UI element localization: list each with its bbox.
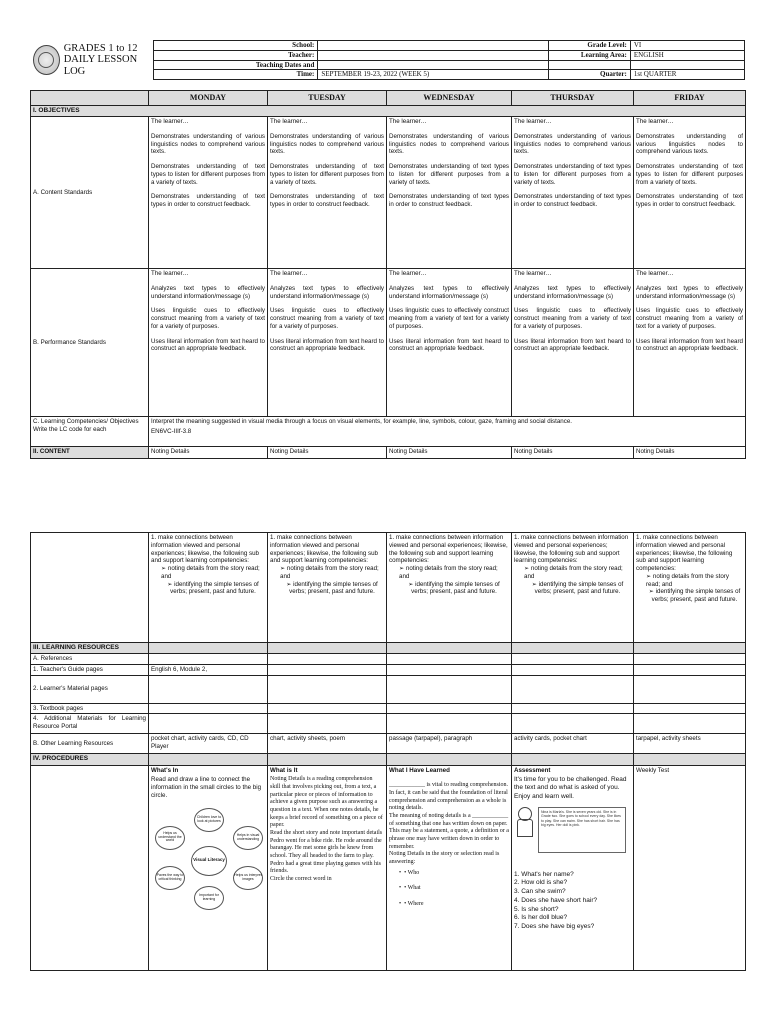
dates-value: SEPTEMBER 19-23, 2022 (WEEK 5) bbox=[318, 70, 548, 80]
other-resource-cell: pocket chart, activity cards, CD, CD Player bbox=[149, 734, 268, 754]
row-label-competencies: C. Learning Competencies/ Objectives Write the LC code for each bbox=[31, 417, 149, 447]
row-label-tg: 1. Teacher's Guide pages bbox=[31, 664, 149, 675]
row-label-lm: 2. Learner's Material pages bbox=[31, 675, 149, 703]
diagram-node: Children love to look at pictures bbox=[194, 808, 224, 832]
other-resource-cell: activity cards, pocket chart bbox=[512, 734, 634, 754]
grade-label: Grade Level: bbox=[548, 41, 630, 51]
day-friday: FRIDAY bbox=[634, 91, 746, 106]
objective-cell: 1. make connections between information viewed and personal experiences; likewise, the following sub and support learning competencies: ➢ noting details from the story read; and ➢ identifying the simple tenses of verbs; present, past and future. bbox=[387, 533, 512, 643]
cs-cell: The learner… Demonstrates understanding of various linguistics nodes to comprehend various texts. Demonstrates understanding of text types to listen for different purposes from a variety of texts. Demonstrates understanding of text types in order to construct feedback. bbox=[149, 117, 268, 269]
content-cell: Noting Details bbox=[634, 447, 746, 459]
logo-block bbox=[30, 41, 153, 80]
quarter-label: Quarter: bbox=[548, 70, 630, 80]
diagram-node: Helps in visual understanding bbox=[233, 826, 263, 850]
row-label-additional: 4. Additional Materials for Learning Resource Portal bbox=[31, 714, 149, 734]
section-procedures: IV. PROCEDURES bbox=[31, 754, 149, 765]
competency-text: Interpret the meaning suggested in visual media through a focus on visual elements, for example, line, symbols, colour, gaze, framing and social distance. bbox=[151, 418, 572, 426]
procedure-tuesday: What is It Noting Details is a reading comprehension skill that involves picking out, from a text, a particular piece or pieces of information to achieve a given purpose such as answering a question in a text. When one notes details, he keeps a brief record of something on a piece of paper. Read the short story and note important details Pedro went for a bike ride. He rode around the barangay. He met some girls he knew from school. They all headed to the farm to play. Pedro had a great time playing games with his friends. Circle the correct word in bbox=[268, 765, 387, 970]
question-item: 3. Can she swim? bbox=[514, 888, 566, 896]
question-item: 2. How old is she? bbox=[514, 879, 568, 887]
row-label-other: B. Other Learning Resources bbox=[31, 734, 149, 754]
other-resource-cell: tarpapel, activity sheets bbox=[634, 734, 746, 754]
objectives-table bbox=[30, 90, 746, 459]
objective-cell: 1. make connections between information viewed and personal experiences; likewise, the following sub and support learning competencies: ➢ noting details from the story read; and ➢ identifying the simple tenses of verbs; present, past and future. bbox=[634, 533, 746, 643]
bullet-item: • • What bbox=[399, 885, 421, 892]
row-label-references: A. References bbox=[31, 654, 149, 665]
objective-cell: 1. make connections between information viewed and personal experiences; likewise, the following sub and support learning competencies: ➢ noting details from the story read; and ➢ identifying the simple tenses of verbs; present, past and future. bbox=[268, 533, 387, 643]
girl-illustration bbox=[514, 807, 534, 841]
area-label: Learning Area: bbox=[548, 50, 630, 60]
content-cell: Noting Details bbox=[387, 447, 512, 459]
ps-cell: The learner… Analyzes text types to effectively understand information/message (s) Uses linguistic cues to effectively construct meaning from a variety of text for a variety of purposes. Uses literal information from text heard to construct an appropriate feedback. bbox=[268, 269, 387, 417]
day-tuesday: TUESDAY bbox=[268, 91, 387, 106]
cs-cell: The learner… Demonstrates understanding of various linguistics nodes to comprehend various texts. Demonstrates understanding of text types to listen for different purposes from a variety of texts. Demonstrates understanding of text types in order to construct feedback. bbox=[387, 117, 512, 269]
ps-cell: The learner… Analyzes text types to effectively understand information/message (s) Uses linguistic cues to effectively construct meaning from a variety of text for a variety of purposes. Uses literal information from text heard to construct an appropriate feedback. bbox=[149, 269, 268, 417]
diagram-node: Important for learning bbox=[194, 886, 224, 910]
assessment-text-box: Nina is Marla's. She is seven years old. She is in Grade two. She goes to school every day. She likes to play. She can swim. She has short hair. She has big eyes. Her doll is pink. bbox=[538, 807, 626, 853]
grade-value: VI bbox=[630, 41, 744, 51]
tg-monday: English 6, Module 2, bbox=[149, 664, 268, 675]
question-item: 1. What's her name? bbox=[514, 870, 574, 878]
cs-cell: The learner… Demonstrates understanding of various linguistics nodes to comprehend various texts. Demonstrates understanding of text types to listen for different purposes from a variety of texts. Demonstrates understanding of text types in order to construct feedback. bbox=[512, 117, 634, 269]
school-label: School: bbox=[153, 41, 317, 51]
header-table bbox=[30, 40, 745, 80]
section-objectives: I. OBJECTIVES bbox=[31, 106, 746, 117]
section-resources: III. LEARNING RESOURCES bbox=[31, 643, 149, 654]
bullet-item: • • Who bbox=[399, 869, 420, 876]
logo-title: GRADES 1 to 12 bbox=[63, 42, 138, 54]
content-cell: Noting Details bbox=[149, 447, 268, 459]
deped-seal-logo bbox=[33, 45, 60, 75]
diagram-node: Helps us understand the world bbox=[155, 826, 185, 850]
procedure-monday: What's In Read and draw a line to connect the information in the small circles to the big circle. Visual Literacy Children love to look at pictures Helps in visual understanding Helps us interpret images Important for learning Paves the way to critical thinking Helps us understand the world bbox=[149, 765, 268, 970]
bullet-item: • • Where bbox=[399, 900, 424, 907]
question-item: 4. Does she have short hair? bbox=[514, 896, 598, 904]
diagram-node: Helps us interpret images bbox=[233, 866, 263, 890]
assessment-illustration bbox=[514, 807, 631, 853]
question-item: 7. Does she have big eyes? bbox=[514, 923, 595, 931]
day-wednesday: WEDNESDAY bbox=[387, 91, 512, 106]
row-label-textbook: 3. Textbook pages bbox=[31, 703, 149, 714]
lesson-log-page-2 bbox=[30, 532, 745, 971]
row-label-performance-standards: B. Performance Standards bbox=[31, 269, 149, 417]
resources-procedures-table bbox=[30, 532, 746, 971]
cs-cell: The learner… Demonstrates understanding of various linguistics nodes to comprehend various texts. Demonstrates understanding of text types to listen for different purposes from a variety of texts. Demonstrates understanding of text types in order to construct feedback. bbox=[634, 117, 746, 269]
school-value bbox=[318, 41, 548, 51]
question-item: 5. Is she short? bbox=[514, 905, 559, 913]
day-monday: MONDAY bbox=[149, 91, 268, 106]
quarter-value: 1st QUARTER bbox=[630, 70, 744, 80]
question-item: 6. Is her doll blue? bbox=[514, 914, 568, 922]
ps-cell: The learner… Analyzes text types to effectively understand information/message (s) Uses linguistic cues to effectively construct meaning from a variety of text for a variety of purposes. Uses literal information from text heard to construct an appropriate feedback. bbox=[634, 269, 746, 417]
competency-code: EN6VC-IIIf-3.8 bbox=[151, 427, 192, 435]
diagram-center: Visual Literacy bbox=[191, 846, 227, 876]
diagram-node: Paves the way to critical thinking bbox=[155, 866, 185, 890]
day-thursday: THURSDAY bbox=[512, 91, 634, 106]
content-cell: Noting Details bbox=[268, 447, 387, 459]
other-resource-cell: passage (tarpapel), paragraph bbox=[387, 734, 512, 754]
objective-cell: 1. make connections between information viewed and personal experiences; likewise, the following sub and support learning competencies: ➢ noting details from the story read; and ➢ identifying the simple tenses of verbs; present, past and future. bbox=[149, 533, 268, 643]
teacher-value bbox=[318, 50, 548, 60]
dates-label: Teaching Dates and bbox=[153, 60, 317, 70]
visual-literacy-diagram bbox=[153, 806, 263, 912]
procedure-thursday: Assessment It's time for you to be challenged. Read the text and do what is asked of you. Enjoy and learn well. Nina is Marla's. She is seven years old. She is in Grade two. She goes to school every day. She likes to play. She can swim. She has short hair. She has big eyes. Her doll is pink. 1. What's her name? 2. How old is she? 3. Can she swim? 4. Does she have short hair? 5. Is she short? 6. Is her doll blue? 7. Does she have big eyes? bbox=[512, 765, 634, 970]
time-label: Time: bbox=[153, 70, 317, 80]
logo-subtitle: DAILY LESSON LOG bbox=[63, 54, 138, 77]
ps-cell: The learner… Analyzes text types to effectively understand information/message (s) Uses linguistic cues to effectively construct meaning from a variety of text for a variety of purposes. Uses literal information from text heard to construct an appropriate feedback. bbox=[512, 269, 634, 417]
section-content: II. CONTENT bbox=[31, 447, 149, 459]
area-value: ENGLISH bbox=[630, 50, 744, 60]
teacher-label: Teacher: bbox=[153, 50, 317, 60]
cs-cell: The learner… Demonstrates understanding of various linguistics nodes to comprehend various texts. Demonstrates understanding of text types to listen for different purposes from a variety of texts. Demonstrates understanding of text types in order to construct feedback. bbox=[268, 117, 387, 269]
procedure-friday: Weekly Test bbox=[634, 765, 746, 970]
procedure-wednesday: What I Have Learned ____________ is vital to reading comprehension. In fact, it can be said that the foundation of literal comprehension and comprehension as a whole is noting details. The meaning of noting details is a ____________ of something that one has written down on paper. This may be a statement, a quote, a definition or a phrase one may have written down in order to remember. Noting Details in the story or selection read is answering: • • Who • • What • • Where bbox=[387, 765, 512, 970]
competency-cell bbox=[149, 417, 746, 447]
row-label-content-standards: A. Content Standards bbox=[31, 117, 149, 269]
lesson-log-page-1 bbox=[30, 40, 745, 459]
other-resource-cell: chart, activity sheets, poem bbox=[268, 734, 387, 754]
objective-cell: 1. make connections between information viewed and personal experiences; likewise, the following sub and support learning competencies: ➢ noting details from the story read; and ➢ identifying the simple tenses of verbs; present, past and future. bbox=[512, 533, 634, 643]
content-cell: Noting Details bbox=[512, 447, 634, 459]
ps-cell: The learner… Analyzes text types to effectively understand information/message (s) Uses linguistic cues to effectively construct meaning from a variety of text for a variety of purposes. Uses literal information from text heard to construct an appropriate feedback. bbox=[387, 269, 512, 417]
